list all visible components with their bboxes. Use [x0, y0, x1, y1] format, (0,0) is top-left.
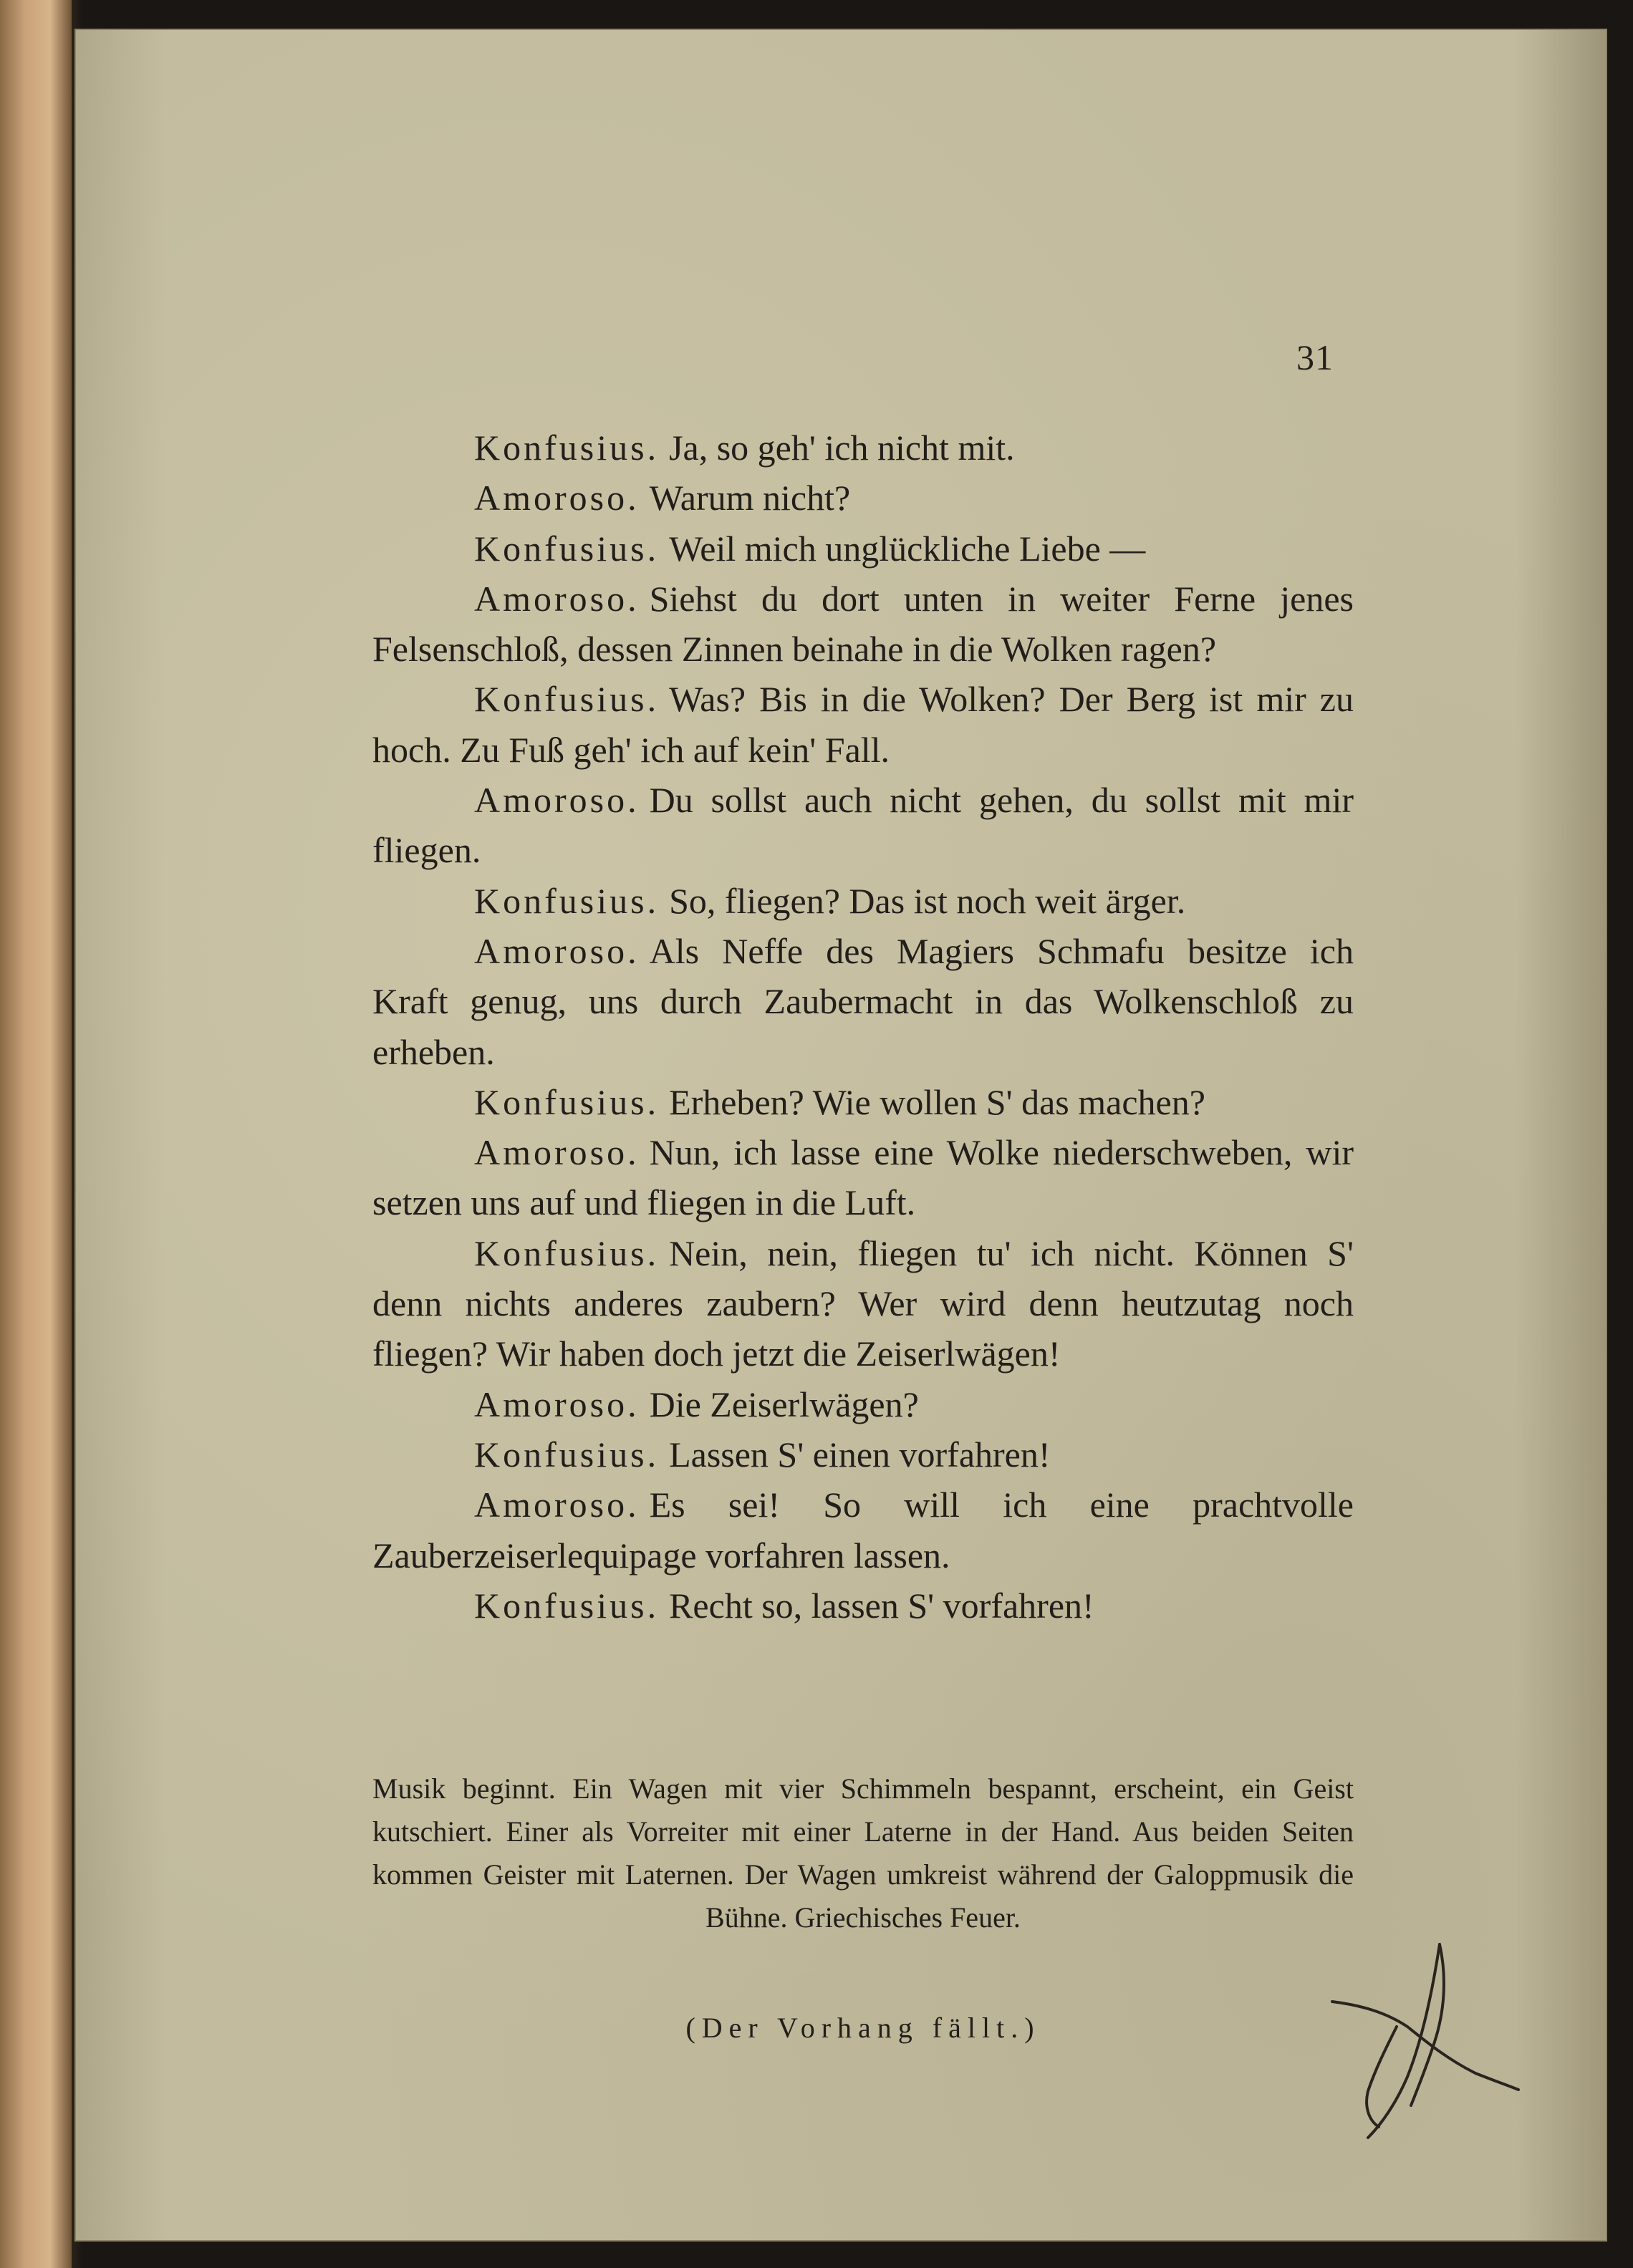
speaker-name: Konfusius. [474, 679, 660, 720]
dialogue-line [372, 1480, 1354, 1581]
dialogue-line [372, 423, 1354, 473]
line-text: Du sollst auch nicht gehen, du sollst mit mir fliegen. [372, 780, 1354, 871]
speaker-name: Konfusius. [474, 428, 660, 468]
dialogue-line [372, 1127, 1354, 1228]
speaker-name: Konfusius. [474, 528, 660, 569]
line-text: Erheben? Wie wollen S' das machen? [669, 1081, 1205, 1122]
speaker-name: Amoroso. [474, 780, 640, 821]
line-text: Als Neffe des Magiers Schmafu besitze ich Kraft genug, uns durch Zaubermacht in das Wolkenschloß zu erheben. [372, 930, 1354, 1072]
speaker-name: Konfusius. [474, 1081, 660, 1122]
line-text: So, fliegen? Das ist noch weit ärger. [669, 880, 1186, 921]
signature-icon [1325, 1934, 1526, 2148]
dialogue-line [372, 674, 1354, 775]
dialogue-line [372, 574, 1354, 675]
book-spine [0, 0, 72, 2268]
line-text: Recht so, lassen S' vorfahren! [669, 1585, 1094, 1626]
line-text: Nein, nein, fliegen tu' ich nicht. Können S' denn nichts anderes zaubern? Wer wird denn heutzutag noch fliegen? Wir haben doch jetzt die Zeiserlwägen! [372, 1232, 1354, 1374]
speaker-name: Amoroso. [474, 578, 640, 619]
line-text: Weil mich unglückliche Liebe — [669, 528, 1146, 569]
line-text: Warum nicht? [649, 478, 851, 518]
line-text: Was? Bis in die Wolken? Der Berg ist mir zu hoch. Zu Fuß geh' ich auf kein' Fall. [372, 679, 1354, 770]
speaker-name: Amoroso. [474, 478, 640, 518]
stage-direction: Musik beginnt. Ein Wagen mit vier Schimmeln bespannt, erscheint, ein Geist kutschiert. Einer als Vorreiter mit einer Laterne in der Hand. Aus beiden Seiten kommen Geister mit Laternen. Der Wagen umkreist während der Galoppmusik die Bühne. Griechisches Feuer. [372, 1772, 1354, 1934]
line-text: Lassen S' einen vorfahren! [669, 1434, 1051, 1475]
page-number: 31 [1296, 337, 1334, 377]
line-text: Ja, so geh' ich nicht mit. [669, 428, 1015, 468]
speaker-name: Konfusius. [474, 1434, 660, 1475]
dialogue-line [372, 523, 1354, 574]
dialogue-line [372, 1228, 1354, 1379]
dialogue-line [372, 1077, 1354, 1127]
speaker-name: Konfusius. [474, 1585, 660, 1626]
line-text: Siehst du dort unten in weiter Ferne jenes Felsenschloß, dessen Zinnen beinahe in die Wolken ragen? [372, 578, 1354, 670]
dialogue-line [372, 1379, 1354, 1429]
speaker-name: Konfusius. [474, 1232, 660, 1273]
line-text: Es sei! So will ich eine prachtvolle Zauberzeiserlequipage vorfahren lassen. [372, 1485, 1354, 1575]
dialogue-line [372, 775, 1354, 876]
line-text: Die Zeiserlwägen? [649, 1384, 919, 1424]
speaker-name: Amoroso. [474, 1384, 640, 1424]
dialogue-line [372, 1429, 1354, 1480]
line-text: Nun, ich lasse eine Wolke niederschweben, wir setzen uns auf und fliegen in die Luft. [372, 1132, 1354, 1223]
speaker-name: Amoroso. [474, 1132, 640, 1173]
dialogue-line [372, 926, 1354, 1077]
speaker-name: Amoroso. [474, 1485, 640, 1525]
speaker-name: Konfusius. [474, 880, 660, 921]
dialogue-line [372, 473, 1354, 523]
dialogue-line [372, 876, 1354, 926]
curtain-direction: (Der Vorhang fällt.) [685, 2012, 1041, 2044]
speaker-name: Amoroso. [474, 930, 640, 971]
dialogue-line [372, 1581, 1354, 1631]
dialogue-block [372, 423, 1354, 1631]
